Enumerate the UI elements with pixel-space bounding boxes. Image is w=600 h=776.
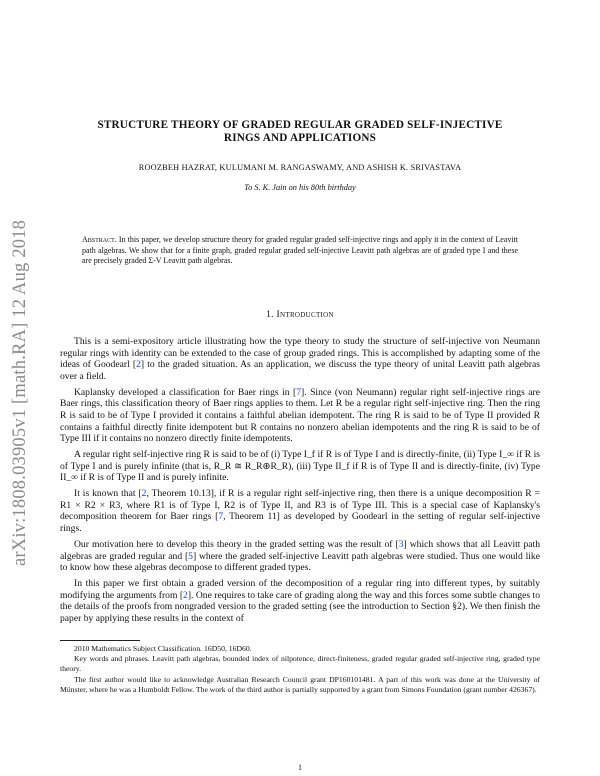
paragraph-4 (60, 488, 540, 534)
footnote-msc: 2010 Mathematics Subject Classification. 16D50, 16D60. (74, 644, 252, 653)
paragraph-text: Kaplansky developed a classification for Baer rings in [ (74, 386, 297, 398)
citation-link[interactable]: 2 (183, 589, 188, 601)
citation-link[interactable]: 5 (188, 550, 193, 562)
paragraph-text: ]. One requires to take care of grading along the way and this forces some subtle changes to the details of the proofs from nongraded version to the graded setting (see the introduction to Section §2). We then finish the paper by applying these results in the context of (60, 589, 541, 625)
paragraph-text: It is known that [ (74, 488, 142, 500)
paragraph-text: In this paper we first obtain a graded version of the decomposition of a regular ring into different types, by suitably modifying the arguments from [ (60, 578, 540, 601)
citation-link[interactable]: 7 (218, 511, 224, 523)
citation-link[interactable]: 2 (141, 488, 147, 500)
paragraph-text: This is a semi-expository article illustrating how the type theory to study the structure of self-injective von Neumann regular rings with identity can be extended to the case of group graded rings. This is accomplished by adapting some of the ideas of Goodearl [ (60, 336, 540, 371)
author-list: ROOZBEH HAZRAT, KULUMANI M. RANGASWAMY, AND ASHISH K. SRIVASTAVA (138, 163, 462, 172)
paragraph-text: , Theorem 10.13], if R is a regular right self-injective ring, then there is a unique decomposition R = R1 × R2 × R3, where R1 is of Type I, R2 is of Type II, and R3 is of Type III. This is a special case of Kaplansky's decomposition theorem for Baer rings [ (60, 488, 540, 523)
paragraph-text: ] which shows that all Leavitt path algebras are graded regular and [ (60, 539, 541, 562)
paragraph-1 (60, 336, 540, 382)
arxiv-identifier-stamp: arXiv:1808.03905v1 [math.RA] 12 Aug 2018 (10, 219, 30, 566)
footnote-keywords: Key words and phrases. Leavitt path algebras, bounded index of nilpotence, direct-finiteness, graded regular graded self-injective ring, graded type theory. (60, 654, 540, 674)
section-number: 1. (266, 310, 274, 320)
paragraph-text: ] to the graded situation. As an application, we discuss the type theory of unital Leavitt path algebras over a field. (60, 359, 540, 382)
paragraph-text: , Theorem 11] as developed by Goodearl in the setting of regular self-injective rings. (60, 511, 540, 535)
introduction-body (60, 336, 540, 629)
citation-link[interactable]: 3 (398, 539, 404, 551)
footnotes (60, 644, 540, 695)
abstract-text: In this paper, we develop structure theory for graded regular graded self-injective rings and apply it in the context of Leavitt path algebras. We show that for a finite graph, graded regular graded self-injective Leavitt path algebras are of graded type I and these are precisely graded Σ-V Leavitt path algebras. (82, 235, 518, 266)
title-line-1: STRUCTURE THEORY OF GRADED REGULAR GRADED SELF-INJECTIVE (97, 119, 503, 131)
paragraph-3: A regular right self-injective ring R is said to be of (i) Type I_f if R is of Type I and is directly-finite, (ii) Type I_∞ if R is of Type I and is purely infinite (that is, R_R ≅ R_R⊕R_R), (iii) Type II_f if R is of Type II and is directly-finite, (iv) Type II_∞ if R is of Type II and is purely infinite. (60, 449, 540, 484)
footnote-separator (60, 640, 140, 641)
paragraph-5 (60, 539, 540, 574)
paper-title (60, 119, 540, 145)
page-number: 1 (298, 763, 302, 772)
paragraph-2 (60, 387, 540, 445)
abstract (82, 235, 518, 267)
paragraph-text: Our motivation here to develop this theory in the graded setting was the result of [ (74, 539, 399, 551)
paragraph-6 (60, 578, 540, 624)
citation-link[interactable]: 2 (136, 359, 141, 371)
section-heading-introduction (60, 310, 540, 320)
abstract-label: Abstract. (82, 235, 117, 244)
paragraph-text: ] where the graded self-injective Leavitt path algebras were studied. Thus one would like to know how these algebras decompose to different graded types. (60, 550, 540, 574)
title-line-2: RINGS AND APPLICATIONS (223, 132, 377, 144)
paragraph-text: ]. Since (von Neumann) regular right self-injective rings are Baer rings, this classification theory of Baer rings applies to them. Let R be a regular right self-injective ring. Then the ring R is said to be of Type I provided it contains a faithful abelian idempotent. The ring R is said to be of Type II provided R contains a faithful directly finite idempotent but R contains no nonzero abelian idempotents and the ring R is said to be of Type III if it contains no nonzero directly finite idempotents. (60, 386, 540, 445)
footnote-funding: The first author would like to acknowledge Australian Research Council grant DP160101481. A part of this work was done at the University of Münster, where he was a Humboldt Fellow. The work of the third author is partially supported by a grant from Simons Foundation (grant number 426367). (60, 674, 540, 694)
dedication: To S. K. Jain on his 80th birthday (244, 183, 356, 192)
citation-link[interactable]: 7 (296, 386, 302, 398)
section-title: Introduction (276, 310, 334, 320)
